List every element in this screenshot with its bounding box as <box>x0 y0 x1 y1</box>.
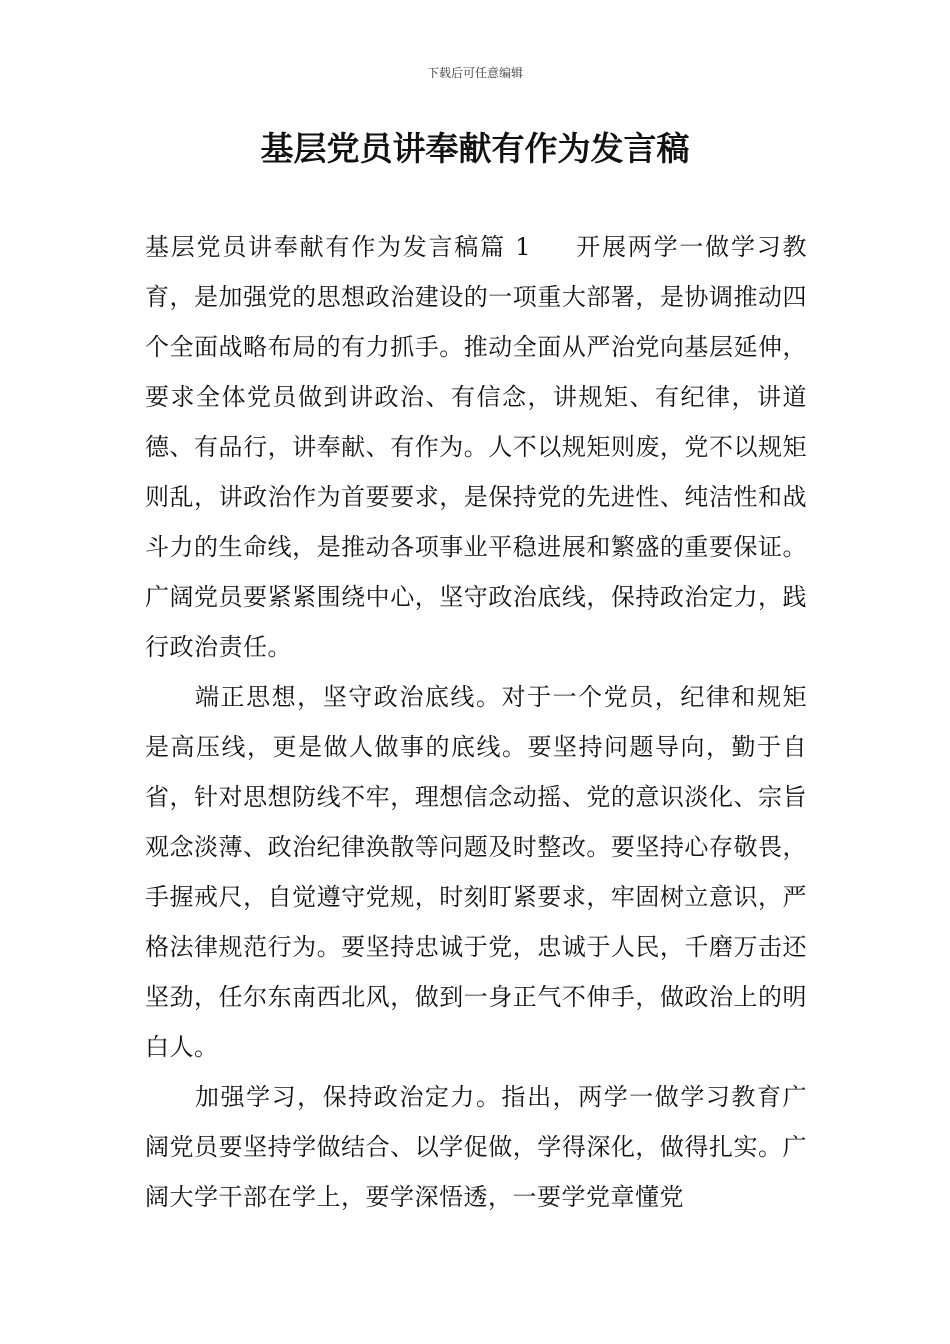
document-body <box>145 222 807 1222</box>
section-heading: 基层党员讲奉献有作为发言稿篇 1 <box>145 233 532 261</box>
paragraph-1-text: 开展两学一做学习教育，是加强党的思想政治建设的一项重大部署，是协调推动四个全面战略布局的有力抓手。推动全面从严治党向基层延伸，要求全体党员做到讲政治、有信念，讲规矩、有纪律，讲道德、有品行，讲奉献、有作为。人不以规矩则废，党不以规矩则乱，讲政治作为首要要求，是保持党的先进性、纯洁性和战斗力的生命线，是推动各项事业平稳进展和繁盛的重要保证。广阔党员要紧紧围绕中心，坚守政治底线，保持政治定力，践行政治责任。 <box>145 233 808 661</box>
paragraph-2: 端正思想，坚守政治底线。对于一个党员，纪律和规矩是高压线，更是做人做事的底线。要坚持问题导向，勤于自省，针对思想防线不牢，理想信念动摇、党的意识淡化、宗旨观念淡薄、政治纪律涣散等问题及时整改。要坚持心存敬畏，手握戒尺，自觉遵守党规，时刻盯紧要求，牢固树立意识，严格法律规范行为。要坚持忠诚于党，忠诚于人民，千磨万击还坚劲，任尔东南西北风，做到一身正气不伸手，做政治上的明白人。 <box>145 683 807 1061</box>
document-title: 基层党员讲奉献有作为发言稿 <box>260 129 690 168</box>
header-note: 下载后可任意编辑 <box>426 66 523 80</box>
paragraph-1 <box>145 222 807 672</box>
paragraph-3: 加强学习，保持政治定力。指出，两学一做学习教育广阔党员要坚持学做结合、以学促做，学得深化，做得扎实。广阔大学干部在学上，要学深悟透，一要学党章懂党 <box>145 1083 807 1211</box>
